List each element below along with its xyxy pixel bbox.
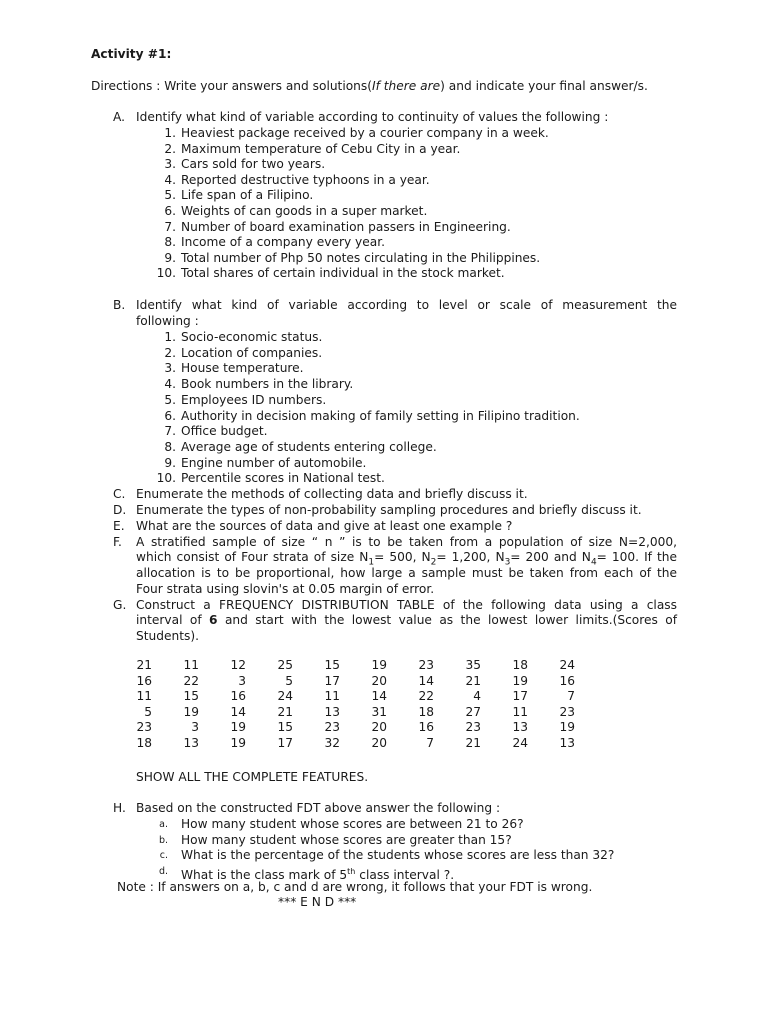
section-f-line3: allocation is to be proportional, how large a sample must be taken from each of the: [136, 566, 677, 580]
list-item-number: c.: [159, 850, 168, 862]
section-b-prompt-line1: Identify what kind of variable according to level or scale of measurement the: [136, 298, 677, 312]
list-item-text: Total shares of certain individual in the stock market.: [181, 266, 505, 281]
subscript-3: 3: [504, 557, 511, 568]
show-all-note: SHOW ALL THE COMPLETE FEATURES.: [136, 770, 369, 784]
end-marker: *** E N D ***: [278, 895, 357, 909]
list-item-number: 3.: [164, 157, 176, 172]
table-cell: 5: [144, 704, 152, 719]
section-h-marker: H.: [113, 801, 126, 815]
list-item-number: 9.: [164, 250, 176, 265]
table-cell: 17: [324, 673, 340, 688]
table-cell: 15: [183, 689, 199, 704]
list-item-text: Maximum temperature of Cebu City in a year.: [181, 141, 461, 156]
scores-table: [130, 658, 585, 752]
list-item-text: How many student whose scores are between 21 to 26?: [181, 817, 524, 831]
list-item-text: Authority in decision making of family setting in Filipino tradition.: [181, 408, 580, 423]
final-note: Note : If answers on a, b, c and d are wrong, it follows that your FDT is wrong.: [117, 880, 593, 894]
table-cell: 22: [418, 689, 434, 704]
table-cell: 16: [230, 689, 246, 704]
table-row: [130, 689, 585, 705]
list-item-number: 3.: [164, 361, 176, 376]
list-item-text-post: class interval ?.: [355, 868, 455, 883]
list-item-text: Life span of a Filipino.: [181, 188, 314, 203]
directions-lead: Directions : Write your answers and solutions(: [91, 79, 373, 93]
table-cell: 23: [324, 720, 340, 735]
table-cell: 19: [559, 720, 575, 735]
section-c-text: Enumerate the methods of collecting data and briefly discuss it.: [136, 487, 528, 501]
section-g-line2-pre: interval of: [136, 613, 210, 627]
list-item-number: 8.: [164, 235, 176, 250]
table-row: [130, 658, 585, 674]
section-a-prompt: Identify what kind of variable according to continuity of values the following :: [136, 110, 609, 124]
list-item-number: 10.: [156, 266, 176, 281]
table-cell: 23: [465, 720, 481, 735]
section-f-v4: = 100. If the: [596, 550, 678, 564]
list-item-number: d.: [158, 866, 168, 878]
table-cell: 23: [559, 704, 575, 719]
list-item-number: 5.: [164, 392, 176, 407]
section-f-marker: F.: [113, 535, 122, 549]
table-cell: 20: [371, 735, 387, 750]
activity-title: Activity #1:: [91, 47, 172, 61]
list-item-number: b.: [158, 834, 168, 846]
list-item-text-pre: What is the class mark of 5: [181, 868, 348, 883]
list-item-number: 7.: [164, 219, 176, 234]
table-cell: 15: [277, 720, 293, 735]
table-cell: 20: [371, 673, 387, 688]
table-cell: 32: [324, 735, 340, 750]
table-cell: 24: [559, 658, 575, 672]
table-cell: 24: [277, 689, 293, 704]
table-cell: 11: [324, 689, 340, 704]
table-cell: 11: [136, 689, 152, 704]
table-cell: 16: [559, 673, 575, 688]
list-item-text: Engine number of automobile.: [181, 455, 367, 470]
subscript-2: 2: [430, 557, 437, 568]
table-cell: 16: [136, 673, 152, 688]
table-row: [130, 674, 585, 690]
section-g-line1: Construct a FREQUENCY DISTRIBUTION TABLE of the following data using a class: [136, 598, 677, 612]
subscript-4: 4: [590, 557, 597, 568]
table-row: [130, 705, 585, 721]
section-e-text: What are the sources of data and give at least one example ?: [136, 519, 513, 533]
list-item-text: Employees ID numbers.: [181, 392, 327, 407]
table-cell: 7: [567, 689, 575, 704]
list-item-text: Office budget.: [181, 424, 268, 439]
table-cell: 11: [512, 704, 528, 719]
section-f-line2-pre: which consist of Four strata of size N: [136, 550, 369, 564]
section-b-marker: B.: [113, 298, 126, 312]
section-f-v3: = 200 and N: [510, 550, 591, 564]
table-cell: 3: [238, 673, 246, 688]
table-cell: 18: [512, 658, 528, 672]
list-item-number: 1.: [164, 330, 176, 344]
table-cell: 16: [418, 720, 434, 735]
list-item-text: What is the percentage of the students whose scores are less than 32?: [181, 848, 615, 863]
table-cell: 17: [512, 689, 528, 704]
table-cell: 3: [191, 720, 199, 735]
list-item-text: Average age of students entering college.: [181, 439, 437, 454]
table-cell: 12: [230, 658, 246, 672]
list-item-text: Book numbers in the library.: [181, 377, 354, 392]
list-item-number: 1.: [164, 126, 176, 140]
table-cell: 25: [277, 658, 293, 672]
table-row: [130, 720, 585, 736]
table-cell: 14: [371, 689, 387, 704]
class-interval-value: 6: [209, 613, 218, 627]
table-cell: 15: [324, 658, 340, 672]
directions-italic: If there are: [372, 79, 441, 93]
list-item-number: 6.: [164, 204, 176, 218]
ordinal-superscript: th: [347, 867, 356, 877]
list-item-number: 10.: [156, 471, 176, 486]
list-item-text: Income of a company every year.: [181, 235, 385, 250]
list-item-text: Cars sold for two years.: [181, 157, 326, 172]
table-cell: 21: [136, 658, 152, 672]
list-item-number: a.: [159, 819, 168, 830]
directions: [91, 79, 648, 94]
list-item-text: Number of board examination passers in Engineering.: [181, 219, 511, 234]
section-g-line2: [136, 613, 677, 629]
table-cell: 19: [512, 673, 528, 688]
list-item-number: 2.: [164, 141, 176, 156]
list-item-number: 7.: [164, 424, 176, 439]
list-item-text: Reported destructive typhoons in a year.: [181, 172, 430, 187]
table-row: [130, 736, 585, 752]
list-item-number: 5.: [164, 188, 176, 203]
section-d-marker: D.: [113, 503, 127, 517]
table-cell: 21: [465, 673, 481, 688]
list-item-text: Socio-economic status.: [181, 330, 323, 344]
section-f-v2: = 1,200, N: [436, 550, 505, 564]
table-cell: 13: [324, 704, 340, 719]
table-cell: 7: [426, 735, 434, 750]
table-cell: 5: [285, 673, 293, 688]
list-item-text: Location of companies.: [181, 345, 323, 360]
table-cell: 21: [465, 735, 481, 750]
table-cell: 24: [512, 735, 528, 750]
list-item-text: Heaviest package received by a courier company in a week.: [181, 126, 549, 140]
list-item-text: House temperature.: [181, 361, 304, 376]
table-cell: 13: [559, 735, 575, 750]
table-cell: 4: [473, 689, 481, 704]
list-item-text: Weights of can goods in a super market.: [181, 204, 428, 218]
table-cell: 20: [371, 720, 387, 735]
list-item-text: Total number of Php 50 notes circulating in the Philippines.: [181, 250, 541, 265]
table-cell: 23: [136, 720, 152, 735]
section-f-line1: A stratified sample of size “ n ” is to be taken from a population of size N=2,000,: [136, 535, 677, 549]
table-cell: 22: [183, 673, 199, 688]
section-a-marker: A.: [113, 110, 125, 124]
table-cell: 13: [512, 720, 528, 735]
section-f-line4: Four strata using slovin's at 0.05 margin of error.: [136, 582, 435, 596]
list-item-number: 6.: [164, 408, 176, 423]
table-cell: 14: [418, 673, 434, 688]
table-cell: 19: [230, 720, 246, 735]
directions-tail: ) and indicate your final answer/s.: [440, 79, 648, 93]
section-d-text: Enumerate the types of non-probability sampling procedures and briefly discuss it.: [136, 503, 642, 517]
table-cell: 35: [465, 658, 481, 672]
table-cell: 23: [418, 658, 434, 672]
table-cell: 13: [183, 735, 199, 750]
list-item-number: 9.: [164, 455, 176, 470]
section-e-marker: E.: [113, 519, 125, 533]
table-cell: 17: [277, 735, 293, 750]
table-cell: 18: [418, 704, 434, 719]
table-cell: 18: [136, 735, 152, 750]
section-g-marker: G.: [113, 598, 127, 612]
table-cell: 11: [183, 658, 199, 672]
table-cell: 31: [371, 704, 387, 719]
list-item-number: 4.: [164, 172, 176, 187]
list-item-number: 2.: [164, 345, 176, 360]
subscript-1: 1: [368, 557, 375, 568]
section-c-marker: C.: [113, 487, 126, 501]
table-cell: 27: [465, 704, 481, 719]
table-cell: 21: [277, 704, 293, 719]
table-cell: 14: [230, 704, 246, 719]
table-cell: 19: [371, 658, 387, 672]
list-item-number: 8.: [164, 439, 176, 454]
section-f-v1: = 500, N: [374, 550, 431, 564]
section-h-prompt: Based on the constructed FDT above answer the following :: [136, 801, 501, 815]
section-g-line2-post: and start with the lowest value as the lowest lower limits.(Scores of: [217, 613, 677, 627]
table-cell: 19: [183, 704, 199, 719]
section-b-prompt-line2: following :: [136, 314, 199, 328]
list-item-text: Percentile scores in National test.: [181, 471, 385, 486]
list-item-number: 4.: [164, 377, 176, 392]
list-item-text: How many student whose scores are greater than 15?: [181, 832, 512, 847]
section-g-line3: Students).: [136, 629, 199, 643]
table-cell: 19: [230, 735, 246, 750]
